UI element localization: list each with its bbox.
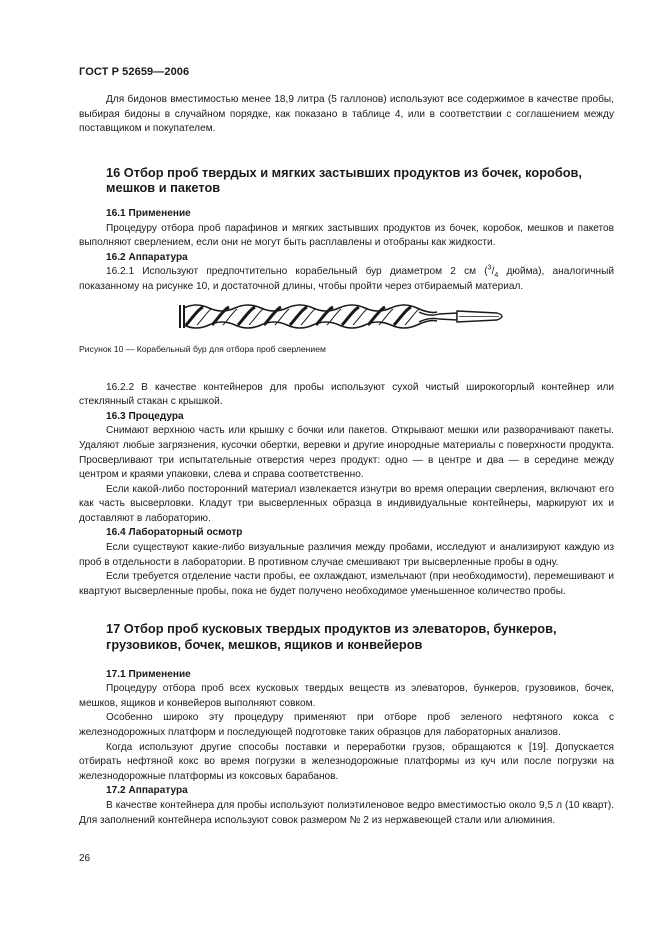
figure-10 [79,295,614,355]
section-16-2-1-paragraph [79,265,614,294]
section-16-3-title: 16.3 Процедура [106,410,184,422]
section-17-1-paragraph-2: Особенно широко эту процедуру применяют при отборе проб зеленого нефтяного кокса с железнодорожных платформ и последующей подготовке таких образцов для лабораторных анализов. [79,712,614,738]
section-16-2-1-text-b: дюйма), аналогичный показанному на рисунке 10, и достаточной длины, чтобы пройти через отбираемый материал. [79,266,614,292]
section-16-4-title: 16.4 Лабораторный осмотр [106,527,243,539]
section-17-1-paragraph-3: Когда используют другие способы поставки и переработки грузов, обращаются к [19]. Допускается отбирать нефтяной кокс во время погрузки в железнодорожные платформы из куч или после погрузки на железнодорожные платформы из коксовых барабанов. [79,741,614,782]
section-17-title: 17 Отбор проб кусковых твердых продуктов из элеваторов, бункеров, грузовиков, бочек, мешков, ящиков и конвейеров [106,621,557,653]
intro-paragraph: Для бидонов вместимостью менее 18,9 литра (5 галлонов) используют все содержимое в качестве пробы, выбирая бидоны в случайном порядке, как показано в таблице 4, или в соответствии с соглашением между поставщиком и покупателем. [79,94,614,135]
section-16-2-2-paragraph: 16.2.2 В качестве контейнеров для пробы используют сухой чистый широкогорлый контейнер или стеклянный стакан с крышкой. [79,381,614,408]
section-16-1-title: 16.1 Применение [106,207,191,219]
section-16-4-paragraph-2: Если требуется отделение части пробы, ее охлаждают, измельчают (при необходимости), перемешивают и квартуют высверленные пробы, пока не будет получено необходимое уменьшенное количество пробы. [79,571,614,597]
section-17-1-paragraph-1: Процедуру отбора проб всех кусковых твердых веществ из элеваторов, бункеров, грузовиков, бочек, мешков, ящиков и конвейеров выполняют совком. [79,683,614,709]
fraction-numerator: 3 [487,264,492,272]
document-code: ГОСТ Р 52659—2006 [79,66,190,78]
section-16-3-paragraph-2: Если какой-либо посторонний материал извлекается изнутри во время операции сверления, включают его как часть высверловки. Кладут три высверленных образца в индивидуальные контейнеры, маркируют их и доставляют в лабораторию. [79,483,614,524]
section-16-2-title: 16.2 Аппаратура [106,251,188,263]
section-16-title: 16 Отбор проб твердых и мягких застывших продуктов из бочек, коробов, мешков и пакетов [106,164,582,196]
section-17-2-title: 17.2 Аппаратура [106,785,188,797]
section-16-4-paragraph-1: Если существуют какие-либо визуальные различия между пробами, исследуют и анализируют каждую из проб в отдельности в лаборатории. В противном случае смешивают три высверленные пробы в одну. [79,542,614,568]
ship-auger-drawing [177,298,515,336]
figure-10-caption: Рисунок 10 — Корабельный бур для отбора проб сверлением [79,343,326,354]
page-content [79,93,614,828]
page-number: 26 [79,853,91,864]
section-16-2-1-text-a: 16.2.1 Используют предпочтительно корабельный бур диаметром 2 см ( [106,266,488,278]
section-16-1-paragraph: Процедуру отбора проб парафинов и мягких застывших продуктов из бочек, коробок, мешков и пакетов выполняют сверлением, если они не могут быть расплавлены и отобраны как жидкости. [79,222,614,249]
fraction-denominator: 4 [494,272,499,280]
section-17-1-title: 17.1 Применение [106,668,191,680]
fraction-slash: / [491,266,495,278]
section-16-3-paragraph-1: Снимают верхнюю часть или крышку с бочки или пакетов. Открывают мешки или разворачивают пакеты. Удаляют любые загрязнения, кусочки обертки, веревки и другие инородные материалы с поверхности продукта. Просверливают три испытательные отверстия через продукт: одно — в центре и два — в середине между центром и краями упаковки, слева и справа соответственно. [79,425,614,481]
section-17-2-paragraph: В качестве контейнера для пробы используют полиэтиленовое ведро вместимостью около 9,5 л (10 кварт). Для заполнений контейнера используют совок размером № 2 из нержавеющей стали или алюминия. [79,799,614,826]
